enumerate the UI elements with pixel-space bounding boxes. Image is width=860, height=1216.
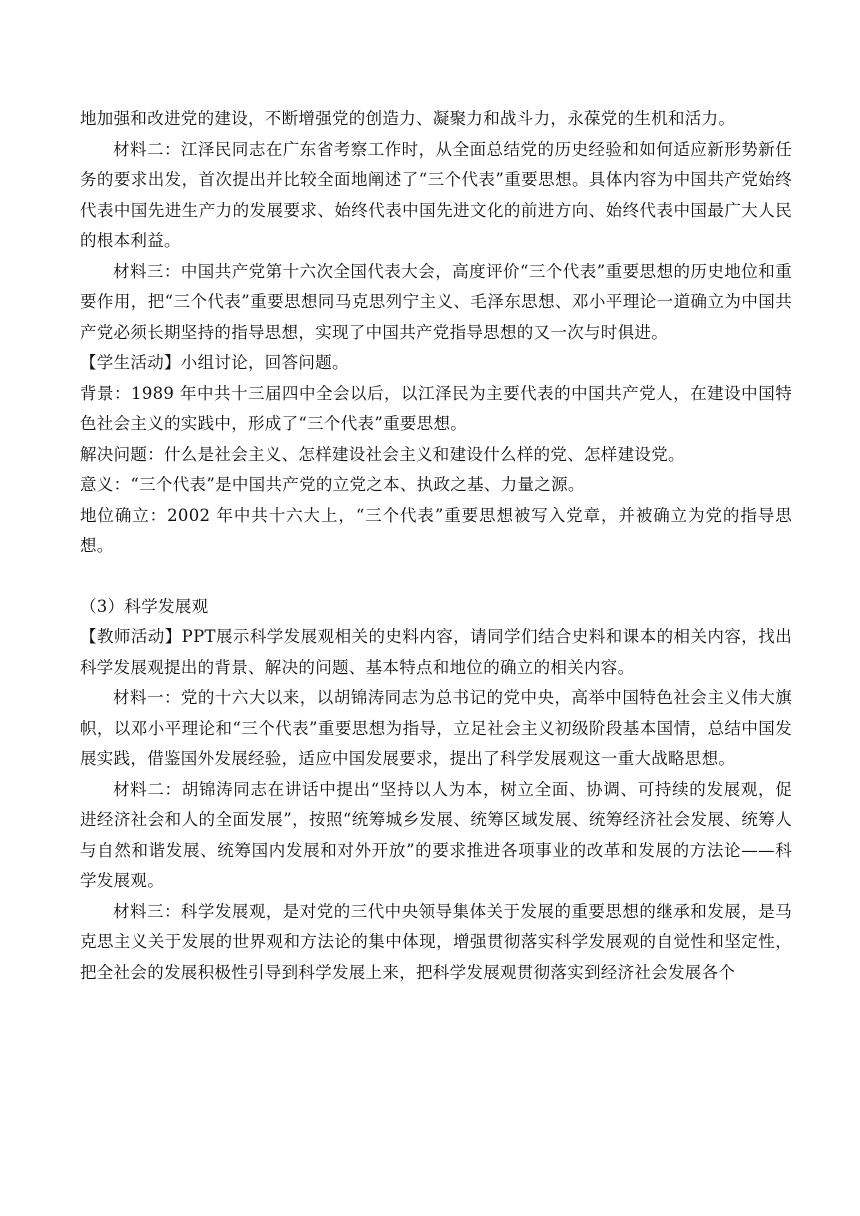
document-body [80,104,792,988]
paragraph-status: 地位确立：2002 年中共十六大上，“三个代表”重要思想被写入党章，并被确立为党的指导思想。 [80,505,792,555]
paragraph-material-one-b: 材料一：党的十六大以来，以胡锦涛同志为总书记的党中央，高举中国特色社会主义伟大旗帜，以邓小平理论和“三个代表”重要思想为指导，立足社会主义初级阶段基本国情，总结中国发展实践，借鉴国外发展经验，适应中国发展要求，提出了科学发展观这一重大战略思想。 [80,688,792,768]
paragraph-material-two: 材料二：江泽民同志在广东省考察工作时，从全面总结党的历史经验和如何适应新形势新任务的要求出发，首次提出并比较全面地阐述了“三个代表”重要思想。具体内容为中国共产党始终代表中国先进生产力的发展要求、始终代表中国先进文化的前进方向、始终代表中国最广大人民的根本利益。 [80,139,792,250]
paragraph-problem-solved: 解决问题：什么是社会主义、怎样建设社会主义和建设什么样的党、怎样建设党。 [80,444,685,464]
paragraph-material-three: 材料三：中国共产党第十六次全国代表大会，高度评价“三个代表”重要思想的历史地位和重要作用，把“三个代表”重要思想同马克思列宁主义、毛泽东思想、邓小平理论一道确立为中国共产党必须长期坚持的指导思想，实现了中国共产党指导思想的又一次与时俱进。 [80,261,792,342]
spacer [80,562,792,592]
paragraph-material-three-b: 材料三：科学发展观，是对党的三代中央领导集体关于发展的重要思想的继承和发展，是马克思主义关于发展的世界观和方法论的集中体现，增强贯彻落实科学发展观的自觉性和坚定性，把全社会的发展积极性引导到科学发展上来，把科学发展观贯彻落实到经济社会发展各个 [80,901,792,982]
paragraph-background: 背景：1989 年中共十三届四中全会以后，以江泽民为主要代表的中国共产党人，在建设中国特色社会主义的实践中，形成了“三个代表”重要思想。 [80,383,792,433]
paragraph-teacher-activity: 【教师活动】PPT展示科学发展观相关的史料内容，请同学们结合史料和课本的相关内容，找出科学发展观提出的背景、解决的问题、基本特点和地位的确立的相关内容。 [80,627,792,677]
section-heading: （3）科学发展观 [80,596,209,616]
paragraph-significance: 意义：“三个代表”是中国共产党的立党之本、执政之基、力量之源。 [80,475,585,494]
paragraph-continuation: 地加强和改进党的建设，不断增强党的创造力、凝聚力和战斗力，永葆党的生机和活力。 [80,109,736,128]
paragraph-material-two-b: 材料二：胡锦涛同志在讲话中提出“坚持以人为本，树立全面、协调、可持续的发展观，促进经济社会和人的全面发展”，按照“统筹城乡发展、统筹区域发展、统筹经济社会发展、统筹人与自然和谐发展、统筹国内发展和对外开放”的要求推进各项事业的改革和发展的方法论——科学发展观。 [80,779,792,890]
paragraph-student-activity: 【学生活动】小组讨论，回答问题。 [80,353,349,372]
